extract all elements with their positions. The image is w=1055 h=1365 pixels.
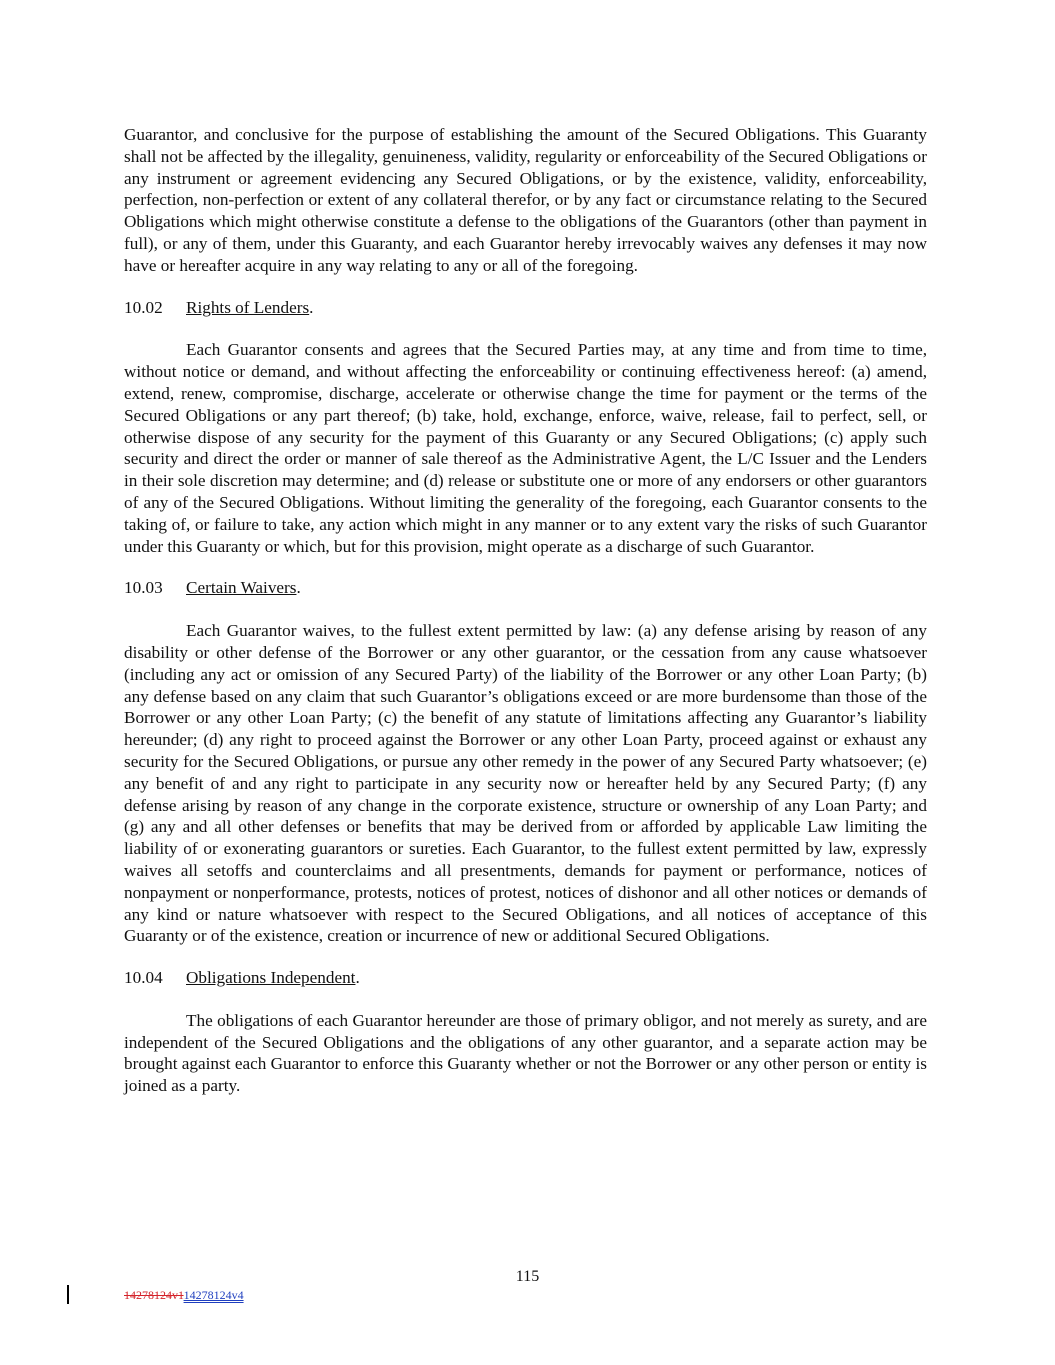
section-body-10-03: Each Guarantor waives, to the fullest extent permitted by law: (a) any defense arising by reason of any disability or other defense of the Borrower or any other guarantor, or the cessation from any cause whatsoever (including any act or omission of any Secured Party) of the liability of the Borrower or any other Loan Party; (b) any defense based on any claim that such Guarantor’s obligations exceed or are more burdensome than those of the Borrower or any other Loan Party; (c) the benefit of any statute of limitations affecting any Guarantor’s liability hereunder; (d) any right to proceed against the Borrower or any other Loan Party, proceed against or exhaust any security for the Secured Obligations, or pursue any other remedy in the power of any Secured Party whatsoever; (e) any benefit of and any right to participate in any security now or hereafter held by any Secured Party; (f) any defense arising by reason of any change in the corporate existence, structure or ownership of any Loan Party; and (g) any and all other defenses or benefits that may be derived from or afforded by applicable Law limiting the liability of or exonerating guarantors or sureties. Each Guarantor, to the fullest extent permitted by law, expressly waives all setoffs and counterclaims and all presentments, demands for payment or performance, notices of nonpayment or nonperformance, protests, notices of protest, notices of dishonor and all other notices or demands of any kind or nature whatsoever with respect to the Secured Obligations, and all notices of acceptance of this Guaranty or of the existence, creation or incurrence of new or additional Secured Obligations. [124, 621, 927, 946]
section-number: 10.04 [124, 968, 163, 988]
section-number: 10.03 [124, 578, 163, 598]
heading-period: . [296, 578, 301, 598]
doc-id-deleted: 14278124v1 [124, 1288, 184, 1302]
section-title: Certain Waivers [186, 578, 297, 598]
section-body-10-04: The obligations of each Guarantor hereunder are those of primary obligor, and not merely as surety, and are independent of the Secured Obligations and the obligations of any other guarantor, and a separate action may be brought against each Guarantor to enforce this Guaranty whether or not the Borrower or any other person or entity is joined as a party. [124, 1010, 927, 1096]
document-id [124, 1288, 244, 1303]
section-body-10-02: Each Guarantor consents and agrees that the Secured Parties may, at any time and from time to time, without notice or demand, and without affecting the enforceability or continuing effectiveness hereof: (a) amend, extend, renew, compromise, discharge, accelerate or otherwise change the time for payment or the terms of the Secured Obligations or any part thereof; (b) take, hold, exchange, enforce, waive, release, fail to perfect, sell, or otherwise dispose of any security for the payment of this Guaranty or any Secured Obligations; (c) apply such security and direct the order or manner of sale thereof as the Administrative Agent, the L/C Issuer and the Lenders in their sole discretion may determine; and (d) release or substitute one or more of any endorsers or other guarantors of any of the Secured Obligations. Without limiting the generality of the foregoing, each Guarantor consents to the taking of, or failure to take, any action which might in any manner or to any extent vary the risks of such Guarantor under this Guaranty or which, but for this provision, might operate as a discharge of such Guarantor. [124, 340, 927, 556]
heading-period: . [309, 297, 314, 317]
section-title: Obligations Independent [186, 968, 356, 988]
document-body [124, 124, 927, 1097]
section-heading-10-04 [124, 967, 927, 989]
continuation-paragraph: Guarantor, and conclusive for the purpose of establishing the amount of the Secured Obligations. This Guaranty shall not be affected by the illegality, genuineness, validity, regularity or enforceability of the Secured Obligations or any instrument or agreement evidencing any Secured Obligations, or by the existence, validity, enforceability, perfection, non-perfection or extent of any collateral therefor, or by any fact or circumstance relating to the Secured Obligations which might otherwise constitute a defense to the obligations of the Guarantors (other than payment in full), or any of them, under this Guaranty, and each Guarantor hereby irrevocably waives any defenses it may now have or hereafter acquire in any way relating to any or all of the foregoing. [124, 125, 927, 275]
section-heading-10-02 [124, 297, 927, 319]
change-bar [67, 1285, 69, 1304]
section-title: Rights of Lenders [186, 297, 310, 317]
doc-id-inserted: 14278124v4 [183, 1288, 244, 1302]
section-number: 10.02 [124, 297, 163, 317]
page-number: 115 [515, 1268, 540, 1285]
section-heading-10-03 [124, 577, 927, 599]
heading-period: . [355, 968, 360, 988]
